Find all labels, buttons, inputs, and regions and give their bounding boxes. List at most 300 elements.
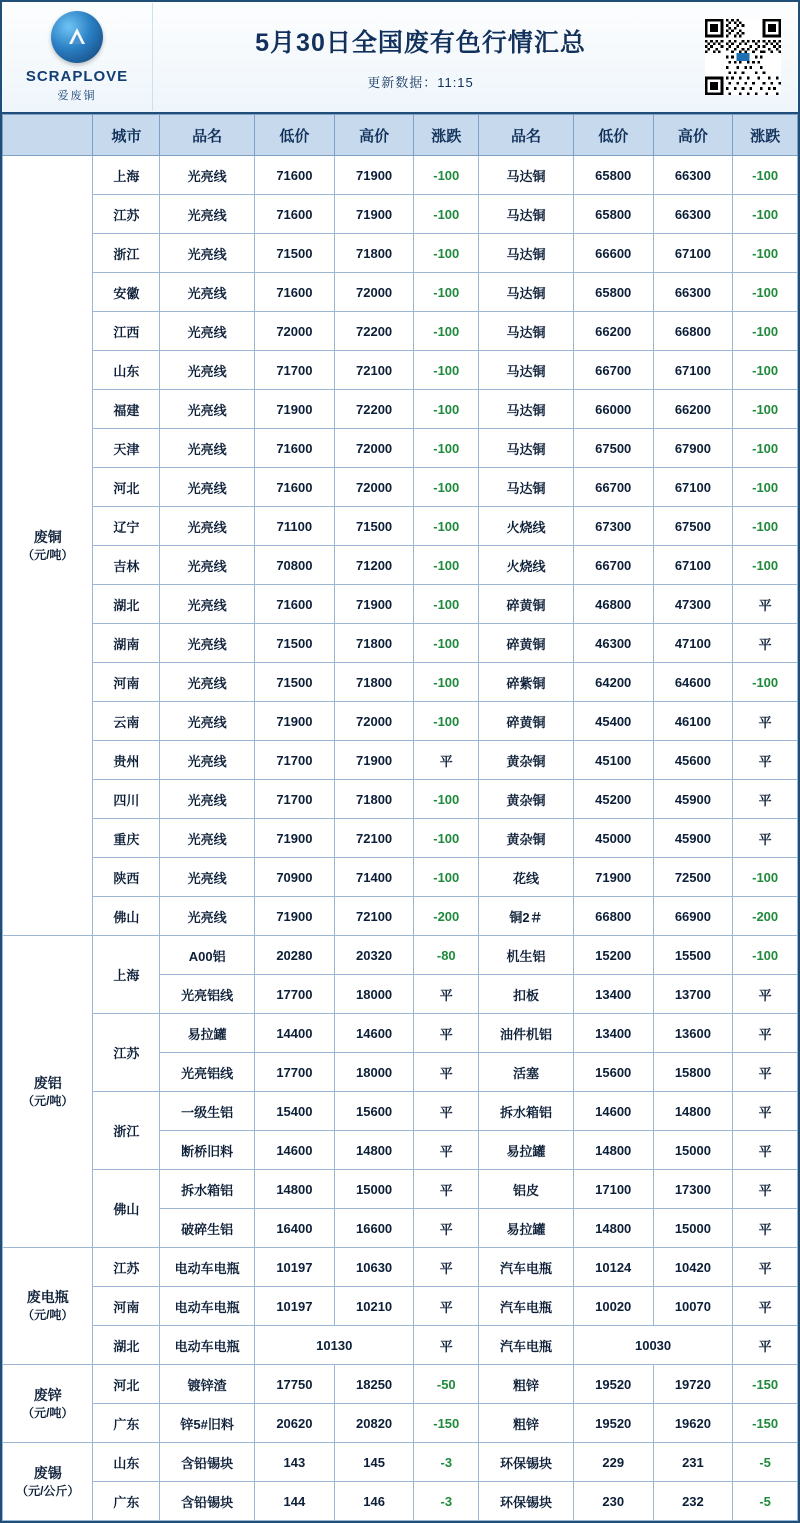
low-price-cell: 14600 bbox=[573, 1092, 653, 1131]
low-price-cell: 71600 bbox=[255, 273, 335, 312]
low-price-cell: 65800 bbox=[573, 195, 653, 234]
change-cell: -50 bbox=[414, 1365, 479, 1404]
change-cell: -100 bbox=[414, 546, 479, 585]
change-cell: -100 bbox=[733, 429, 798, 468]
high-price-cell: 17300 bbox=[653, 1170, 733, 1209]
table-row bbox=[3, 624, 798, 663]
low-price-cell: 71600 bbox=[255, 468, 335, 507]
change-cell: 平 bbox=[733, 1287, 798, 1326]
table-row bbox=[3, 507, 798, 546]
low-price-cell: 64200 bbox=[573, 663, 653, 702]
product-cell: 易拉罐 bbox=[160, 1014, 255, 1053]
low-price-cell: 66200 bbox=[573, 312, 653, 351]
change-cell: -100 bbox=[733, 468, 798, 507]
change-cell: -100 bbox=[414, 156, 479, 195]
city-cell: 河北 bbox=[93, 1365, 160, 1404]
high-price-cell: 45900 bbox=[653, 819, 733, 858]
table-row bbox=[3, 1014, 798, 1053]
table-row bbox=[3, 1365, 798, 1404]
product-cell: 碎黄铜 bbox=[479, 624, 574, 663]
product-cell: 马达铜 bbox=[479, 312, 574, 351]
high-price-cell: 14800 bbox=[334, 1131, 414, 1170]
low-price-cell: 14800 bbox=[573, 1209, 653, 1248]
product-cell: 易拉罐 bbox=[479, 1131, 574, 1170]
product-cell: 汽车电瓶 bbox=[479, 1248, 574, 1287]
table-row bbox=[3, 429, 798, 468]
low-price-cell: 71600 bbox=[255, 156, 335, 195]
high-price-cell: 71200 bbox=[334, 546, 414, 585]
col-change-2: 涨跌 bbox=[733, 115, 798, 156]
city-cell: 贵州 bbox=[93, 741, 160, 780]
high-price-cell: 15500 bbox=[653, 936, 733, 975]
category-label: 废电瓶 （元/吨） bbox=[3, 1248, 93, 1365]
low-price-cell: 71900 bbox=[255, 819, 335, 858]
product-cell: 碎黄铜 bbox=[479, 585, 574, 624]
low-price-cell: 66700 bbox=[573, 468, 653, 507]
product-cell: A00铝 bbox=[160, 936, 255, 975]
city-cell: 安徽 bbox=[93, 273, 160, 312]
product-cell: 光亮线 bbox=[160, 897, 255, 936]
product-cell: 环保锡块 bbox=[479, 1443, 574, 1482]
table-row bbox=[3, 195, 798, 234]
high-price-cell: 66300 bbox=[653, 195, 733, 234]
low-price-cell: 10124 bbox=[573, 1248, 653, 1287]
high-price-cell: 67500 bbox=[653, 507, 733, 546]
low-price-cell: 15600 bbox=[573, 1053, 653, 1092]
high-price-cell: 71800 bbox=[334, 624, 414, 663]
product-cell: 光亮线 bbox=[160, 741, 255, 780]
city-cell: 山东 bbox=[93, 1443, 160, 1482]
logo-orb-icon bbox=[51, 11, 103, 63]
high-price-cell: 46100 bbox=[653, 702, 733, 741]
high-price-cell: 14600 bbox=[334, 1014, 414, 1053]
change-cell: -200 bbox=[414, 897, 479, 936]
product-cell: 光亮线 bbox=[160, 390, 255, 429]
table-row bbox=[3, 702, 798, 741]
low-price-cell: 46300 bbox=[573, 624, 653, 663]
change-cell: -100 bbox=[414, 390, 479, 429]
product-cell: 光亮线 bbox=[160, 819, 255, 858]
product-cell: 铝皮 bbox=[479, 1170, 574, 1209]
change-cell: -100 bbox=[733, 390, 798, 429]
table-row bbox=[3, 156, 798, 195]
low-price-cell: 20280 bbox=[255, 936, 335, 975]
change-cell: 平 bbox=[733, 780, 798, 819]
product-cell: 火烧线 bbox=[479, 507, 574, 546]
product-cell: 含铅锡块 bbox=[160, 1443, 255, 1482]
product-cell: 扣板 bbox=[479, 975, 574, 1014]
city-cell: 江西 bbox=[93, 312, 160, 351]
col-category bbox=[3, 115, 93, 156]
product-cell: 电动车电瓶 bbox=[160, 1248, 255, 1287]
col-city: 城市 bbox=[93, 115, 160, 156]
table-row bbox=[3, 312, 798, 351]
city-cell: 广东 bbox=[93, 1404, 160, 1443]
city-cell: 湖北 bbox=[93, 585, 160, 624]
change-cell: -100 bbox=[733, 273, 798, 312]
high-price-cell: 18000 bbox=[334, 975, 414, 1014]
col-high-2: 高价 bbox=[653, 115, 733, 156]
city-cell: 陕西 bbox=[93, 858, 160, 897]
low-price-cell: 66600 bbox=[573, 234, 653, 273]
high-price-cell: 232 bbox=[653, 1482, 733, 1521]
col-high-1: 高价 bbox=[334, 115, 414, 156]
low-price-cell: 71700 bbox=[255, 780, 335, 819]
high-price-cell: 66200 bbox=[653, 390, 733, 429]
change-cell: -100 bbox=[414, 312, 479, 351]
change-cell: -200 bbox=[733, 897, 798, 936]
product-cell: 光亮线 bbox=[160, 858, 255, 897]
product-cell: 光亮线 bbox=[160, 585, 255, 624]
change-cell: 平 bbox=[414, 1326, 479, 1365]
col-product-2: 品名 bbox=[479, 115, 574, 156]
change-cell: 平 bbox=[733, 1131, 798, 1170]
high-price-cell: 72100 bbox=[334, 819, 414, 858]
low-price-cell: 17700 bbox=[255, 1053, 335, 1092]
change-cell: -100 bbox=[733, 858, 798, 897]
low-price-cell: 45000 bbox=[573, 819, 653, 858]
col-low-2: 低价 bbox=[573, 115, 653, 156]
low-price-cell: 71600 bbox=[255, 585, 335, 624]
col-change-1: 涨跌 bbox=[414, 115, 479, 156]
product-cell: 光亮线 bbox=[160, 273, 255, 312]
low-price-cell: 143 bbox=[255, 1443, 335, 1482]
high-price-cell: 13600 bbox=[653, 1014, 733, 1053]
city-cell: 上海 bbox=[93, 936, 160, 1014]
product-cell: 马达铜 bbox=[479, 351, 574, 390]
change-cell: -100 bbox=[414, 819, 479, 858]
low-price-cell: 20620 bbox=[255, 1404, 335, 1443]
high-price-cell: 19720 bbox=[653, 1365, 733, 1404]
product-cell: 黄杂铜 bbox=[479, 819, 574, 858]
high-price-cell: 71400 bbox=[334, 858, 414, 897]
product-cell: 光亮铝线 bbox=[160, 975, 255, 1014]
low-price-cell: 13400 bbox=[573, 1014, 653, 1053]
change-cell: 平 bbox=[414, 1248, 479, 1287]
high-price-cell: 45900 bbox=[653, 780, 733, 819]
table-row bbox=[3, 858, 798, 897]
product-cell: 光亮线 bbox=[160, 234, 255, 273]
col-product-1: 品名 bbox=[160, 115, 255, 156]
city-cell: 江苏 bbox=[93, 1014, 160, 1092]
product-cell: 马达铜 bbox=[479, 273, 574, 312]
high-price-cell: 66300 bbox=[653, 273, 733, 312]
city-cell: 天津 bbox=[93, 429, 160, 468]
high-price-cell: 145 bbox=[334, 1443, 414, 1482]
city-cell: 河南 bbox=[93, 1287, 160, 1326]
low-price-cell: 67300 bbox=[573, 507, 653, 546]
city-cell: 福建 bbox=[93, 390, 160, 429]
qr-code-container bbox=[688, 19, 798, 95]
city-cell: 佛山 bbox=[93, 1170, 160, 1248]
low-price-cell: 66000 bbox=[573, 390, 653, 429]
product-cell: 镀锌渣 bbox=[160, 1365, 255, 1404]
product-cell: 含铅锡块 bbox=[160, 1482, 255, 1521]
city-cell: 浙江 bbox=[93, 1092, 160, 1170]
change-cell: 平 bbox=[733, 1170, 798, 1209]
low-price-cell: 229 bbox=[573, 1443, 653, 1482]
change-cell: -100 bbox=[733, 195, 798, 234]
city-cell: 山东 bbox=[93, 351, 160, 390]
product-cell: 光亮线 bbox=[160, 351, 255, 390]
high-price-cell: 47300 bbox=[653, 585, 733, 624]
product-cell: 断桥旧料 bbox=[160, 1131, 255, 1170]
product-cell: 油件机铝 bbox=[479, 1014, 574, 1053]
change-cell: 平 bbox=[733, 702, 798, 741]
product-cell: 光亮线 bbox=[160, 546, 255, 585]
high-price-cell: 15600 bbox=[334, 1092, 414, 1131]
product-cell: 马达铜 bbox=[479, 390, 574, 429]
city-cell: 浙江 bbox=[93, 234, 160, 273]
high-price-cell: 67100 bbox=[653, 546, 733, 585]
product-cell: 光亮线 bbox=[160, 663, 255, 702]
change-cell: 平 bbox=[414, 1170, 479, 1209]
low-price-cell: 66700 bbox=[573, 546, 653, 585]
change-cell: 平 bbox=[733, 1326, 798, 1365]
low-price-cell: 14800 bbox=[255, 1170, 335, 1209]
low-price-cell: 14600 bbox=[255, 1131, 335, 1170]
table-row bbox=[3, 897, 798, 936]
title-block bbox=[153, 23, 688, 91]
high-price-cell: 72200 bbox=[334, 390, 414, 429]
change-cell: -100 bbox=[733, 156, 798, 195]
product-cell: 光亮线 bbox=[160, 156, 255, 195]
change-cell: 平 bbox=[733, 624, 798, 663]
high-price-cell: 13700 bbox=[653, 975, 733, 1014]
low-price-cell: 13400 bbox=[573, 975, 653, 1014]
low-price-cell: 65800 bbox=[573, 273, 653, 312]
logo-name-cn: 爱废铜 bbox=[57, 90, 97, 102]
change-cell: -100 bbox=[414, 468, 479, 507]
category-label: 废锌 （元/吨） bbox=[3, 1365, 93, 1443]
table-row bbox=[3, 1092, 798, 1131]
high-price-cell: 66300 bbox=[653, 156, 733, 195]
high-price-cell: 67100 bbox=[653, 234, 733, 273]
product-cell: 环保锡块 bbox=[479, 1482, 574, 1521]
change-cell: -100 bbox=[414, 702, 479, 741]
low-price-cell: 71900 bbox=[255, 897, 335, 936]
high-price-cell: 71500 bbox=[334, 507, 414, 546]
change-cell: -100 bbox=[414, 273, 479, 312]
change-cell: 平 bbox=[414, 1092, 479, 1131]
city-cell: 河南 bbox=[93, 663, 160, 702]
change-cell: -100 bbox=[414, 507, 479, 546]
high-price-cell: 10420 bbox=[653, 1248, 733, 1287]
product-cell: 马达铜 bbox=[479, 468, 574, 507]
low-price-cell: 70900 bbox=[255, 858, 335, 897]
table-header-row bbox=[3, 115, 798, 156]
low-price-cell: 46800 bbox=[573, 585, 653, 624]
low-price-cell: 71100 bbox=[255, 507, 335, 546]
brand-logo bbox=[2, 3, 153, 111]
low-price-cell: 10130 bbox=[255, 1326, 414, 1365]
high-price-cell: 72000 bbox=[334, 468, 414, 507]
product-cell: 拆水箱铝 bbox=[479, 1092, 574, 1131]
change-cell: 平 bbox=[733, 585, 798, 624]
low-price-cell: 10020 bbox=[573, 1287, 653, 1326]
high-price-cell: 71900 bbox=[334, 585, 414, 624]
high-price-cell: 66800 bbox=[653, 312, 733, 351]
low-price-cell: 230 bbox=[573, 1482, 653, 1521]
low-price-cell: 17750 bbox=[255, 1365, 335, 1404]
product-cell: 电动车电瓶 bbox=[160, 1287, 255, 1326]
change-cell: -3 bbox=[414, 1443, 479, 1482]
change-cell: -100 bbox=[414, 195, 479, 234]
table-row bbox=[3, 1443, 798, 1482]
table-row bbox=[3, 390, 798, 429]
high-price-cell: 71900 bbox=[334, 741, 414, 780]
product-cell: 光亮线 bbox=[160, 429, 255, 468]
high-price-cell: 18000 bbox=[334, 1053, 414, 1092]
product-cell: 光亮线 bbox=[160, 624, 255, 663]
table-row bbox=[3, 741, 798, 780]
low-price-cell: 67500 bbox=[573, 429, 653, 468]
high-price-cell: 14800 bbox=[653, 1092, 733, 1131]
high-price-cell: 231 bbox=[653, 1443, 733, 1482]
city-cell: 重庆 bbox=[93, 819, 160, 858]
product-cell: 汽车电瓶 bbox=[479, 1287, 574, 1326]
low-price-cell: 15200 bbox=[573, 936, 653, 975]
change-cell: -100 bbox=[733, 936, 798, 975]
low-price-cell: 16400 bbox=[255, 1209, 335, 1248]
table-row bbox=[3, 468, 798, 507]
product-cell: 机生铝 bbox=[479, 936, 574, 975]
high-price-cell: 72100 bbox=[334, 897, 414, 936]
low-price-cell: 14800 bbox=[573, 1131, 653, 1170]
high-price-cell: 15800 bbox=[653, 1053, 733, 1092]
change-cell: 平 bbox=[414, 975, 479, 1014]
product-cell: 碎紫铜 bbox=[479, 663, 574, 702]
high-price-cell: 71800 bbox=[334, 780, 414, 819]
high-price-cell: 16600 bbox=[334, 1209, 414, 1248]
city-cell: 湖南 bbox=[93, 624, 160, 663]
change-cell: -100 bbox=[414, 780, 479, 819]
high-price-cell: 15000 bbox=[334, 1170, 414, 1209]
product-cell: 一级生铝 bbox=[160, 1092, 255, 1131]
high-price-cell: 146 bbox=[334, 1482, 414, 1521]
change-cell: -100 bbox=[733, 234, 798, 273]
change-cell: -100 bbox=[414, 585, 479, 624]
low-price-cell: 45100 bbox=[573, 741, 653, 780]
high-price-cell: 10070 bbox=[653, 1287, 733, 1326]
change-cell: -100 bbox=[414, 624, 479, 663]
change-cell: -100 bbox=[414, 858, 479, 897]
high-price-cell: 10210 bbox=[334, 1287, 414, 1326]
table-row bbox=[3, 1287, 798, 1326]
high-price-cell: 72200 bbox=[334, 312, 414, 351]
change-cell: -100 bbox=[733, 507, 798, 546]
high-price-cell: 67900 bbox=[653, 429, 733, 468]
high-price-cell: 45600 bbox=[653, 741, 733, 780]
category-label: 废铝 （元/吨） bbox=[3, 936, 93, 1248]
product-cell: 火烧线 bbox=[479, 546, 574, 585]
change-cell: -100 bbox=[414, 429, 479, 468]
table-row bbox=[3, 351, 798, 390]
high-price-cell: 20320 bbox=[334, 936, 414, 975]
change-cell: 平 bbox=[414, 741, 479, 780]
high-price-cell: 64600 bbox=[653, 663, 733, 702]
category-label: 废铜 （元/吨） bbox=[3, 156, 93, 936]
low-price-cell: 71500 bbox=[255, 663, 335, 702]
high-price-cell: 71900 bbox=[334, 156, 414, 195]
high-price-cell: 72000 bbox=[334, 429, 414, 468]
low-price-cell: 10197 bbox=[255, 1287, 335, 1326]
product-cell: 光亮线 bbox=[160, 702, 255, 741]
product-cell: 汽车电瓶 bbox=[479, 1326, 574, 1365]
low-price-cell: 71700 bbox=[255, 351, 335, 390]
low-price-cell: 144 bbox=[255, 1482, 335, 1521]
qr-code-icon bbox=[705, 19, 781, 95]
change-cell: 平 bbox=[733, 1248, 798, 1287]
change-cell: -150 bbox=[733, 1365, 798, 1404]
city-cell: 上海 bbox=[93, 156, 160, 195]
category-label: 废锡 （元/公斤） bbox=[3, 1443, 93, 1521]
city-cell: 河北 bbox=[93, 468, 160, 507]
city-cell: 四川 bbox=[93, 780, 160, 819]
high-price-cell: 67100 bbox=[653, 468, 733, 507]
change-cell: 平 bbox=[414, 1209, 479, 1248]
change-cell: -100 bbox=[733, 351, 798, 390]
product-cell: 黄杂铜 bbox=[479, 780, 574, 819]
city-cell: 湖北 bbox=[93, 1326, 160, 1365]
change-cell: -5 bbox=[733, 1482, 798, 1521]
high-price-cell: 66900 bbox=[653, 897, 733, 936]
change-cell: -100 bbox=[414, 663, 479, 702]
change-cell: -80 bbox=[414, 936, 479, 975]
table-row bbox=[3, 546, 798, 585]
low-price-cell: 65800 bbox=[573, 156, 653, 195]
product-cell: 光亮线 bbox=[160, 468, 255, 507]
low-price-cell: 19520 bbox=[573, 1404, 653, 1443]
low-price-cell: 17100 bbox=[573, 1170, 653, 1209]
low-price-cell: 71500 bbox=[255, 234, 335, 273]
product-cell: 光亮线 bbox=[160, 312, 255, 351]
table-row bbox=[3, 936, 798, 975]
high-price-cell: 72000 bbox=[334, 273, 414, 312]
high-price-cell: 20820 bbox=[334, 1404, 414, 1443]
page-title: 5月30日全国废有色行情汇总 bbox=[255, 29, 586, 57]
product-cell: 马达铜 bbox=[479, 429, 574, 468]
low-price-cell: 71500 bbox=[255, 624, 335, 663]
low-price-cell: 10030 bbox=[573, 1326, 732, 1365]
high-price-cell: 15000 bbox=[653, 1131, 733, 1170]
col-low-1: 低价 bbox=[255, 115, 335, 156]
price-table bbox=[2, 114, 798, 1521]
city-cell: 广东 bbox=[93, 1482, 160, 1521]
product-cell: 花线 bbox=[479, 858, 574, 897]
change-cell: -100 bbox=[733, 312, 798, 351]
change-cell: -150 bbox=[733, 1404, 798, 1443]
change-cell: 平 bbox=[733, 741, 798, 780]
product-cell: 破碎生铝 bbox=[160, 1209, 255, 1248]
product-cell: 活塞 bbox=[479, 1053, 574, 1092]
change-cell: -5 bbox=[733, 1443, 798, 1482]
high-price-cell: 72500 bbox=[653, 858, 733, 897]
product-cell: 电动车电瓶 bbox=[160, 1326, 255, 1365]
change-cell: 平 bbox=[733, 1092, 798, 1131]
low-price-cell: 14400 bbox=[255, 1014, 335, 1053]
product-cell: 易拉罐 bbox=[479, 1209, 574, 1248]
low-price-cell: 66700 bbox=[573, 351, 653, 390]
product-cell: 光亮铝线 bbox=[160, 1053, 255, 1092]
low-price-cell: 71900 bbox=[255, 390, 335, 429]
product-cell: 光亮线 bbox=[160, 780, 255, 819]
city-cell: 吉林 bbox=[93, 546, 160, 585]
product-cell: 拆水箱铝 bbox=[160, 1170, 255, 1209]
low-price-cell: 45400 bbox=[573, 702, 653, 741]
product-cell: 光亮线 bbox=[160, 507, 255, 546]
logo-name: SCRAPLOVE bbox=[25, 68, 129, 85]
